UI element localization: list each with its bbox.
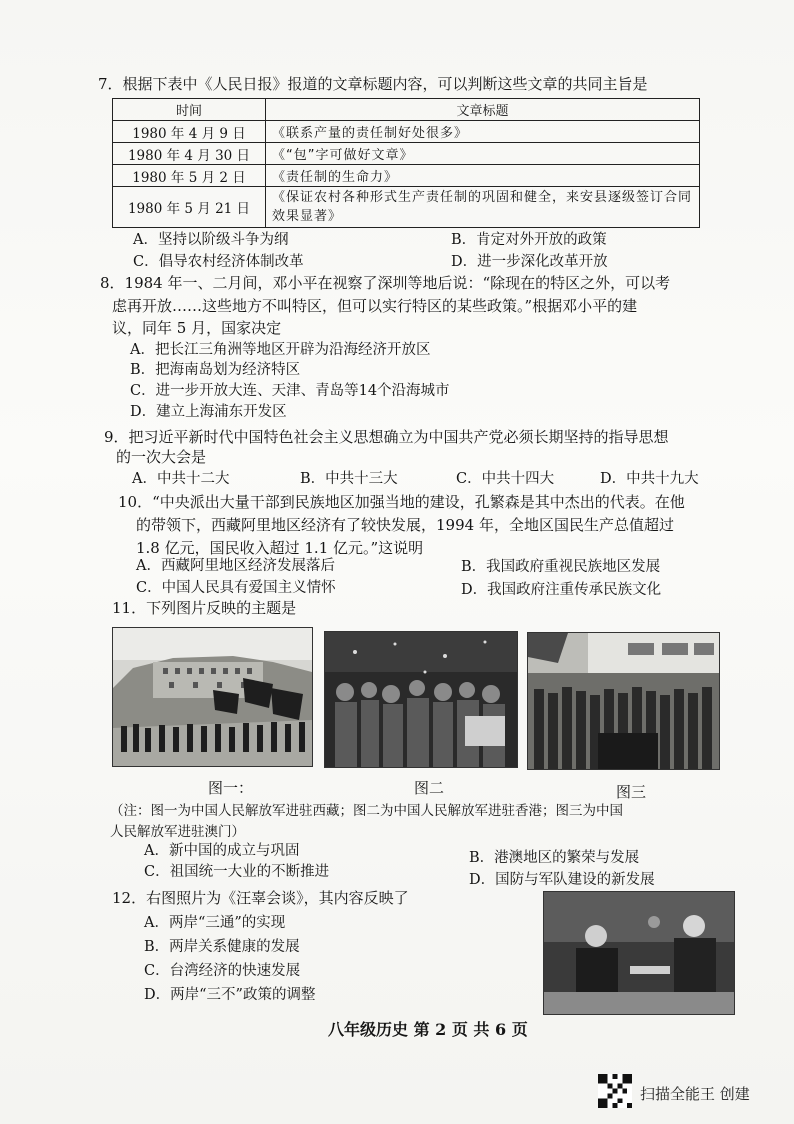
q11-option-d: D．国防与军队建设的新发展 [469,872,655,888]
table-row [113,121,700,143]
q9-option-d: D．中共十九大 [600,471,699,487]
q8-line-3: 议，同年 5 月，国家决定 [112,319,282,337]
q12-option-b: B．两岸关系健康的发展 [144,939,300,955]
scanner-watermark: 扫描全能王 创建 [640,1085,750,1103]
q11-option-b: B．港澳地区的繁荣与发展 [469,850,640,866]
table-cell-title [266,187,700,228]
q8-option-c: C．进一步开放大连、天津、青岛等14个沿海城市 [130,383,450,399]
q8-option-d: D．建立上海浦东开发区 [130,404,287,420]
q10-line-3: 1.8 亿元，国民收入超过 1.1 亿元。”这说明 [136,539,424,557]
photo-pla-entering-macau [527,632,720,770]
q8-option-b: B．把海南岛划为经济特区 [130,362,301,378]
table-header-title: 文章标题 [266,99,700,121]
q12-stem: 12．右图照片为《汪辜会谈》，其内容反映了 [112,889,409,907]
q10-line-1: 10．“中央派出大量干部到民族地区加强当地的建设，孔繁森是其中杰出的代表。在他 [118,493,685,511]
q11-option-a: A．新中国的成立与巩固 [144,843,300,859]
q7-option-d: D．进一步深化改革开放 [451,254,608,270]
table-cell-title: 《“包”字可做好文章》 [266,143,700,165]
q11-note-line-2: 人民解放军进驻澳门） [110,824,245,840]
q7-table [112,98,700,228]
q10-option-c: C．中国人民具有爱国主义情怀 [136,580,336,596]
q10-line-2: 的带领下，西藏阿里地区经济有了较快发展，1994 年，全地区国民生产总值超过 [136,516,674,534]
q7-option-a: A．坚持以阶级斗争为纲 [133,232,289,248]
q8-line-2: 虑再开放……这些地方不叫特区，但可以实行特区的某些政策。”根据邓小平的建 [112,297,638,315]
caption-figure-1: 图一： [208,779,254,797]
q9-line-1: 9．把习近平新时代中国特色社会主义思想确立为中国共产党必须长期坚持的指导思想 [104,428,669,446]
q9-line-2: 的一次大会是 [116,448,207,466]
q10-option-d: D．我国政府注重传承民族文化 [461,582,662,598]
table-header-date: 时间 [113,99,266,121]
q8-line-1: 8．1984 年一、二月间，邓小平在视察了深圳等地后说：“除现在的特区之外，可以考 [100,274,671,292]
q9-option-c: C．中共十四大 [456,471,555,487]
q12-option-a: A．两岸“三通”的实现 [144,915,286,931]
table-cell-date: 1980 年 5 月 21 日 [113,187,266,228]
caption-figure-3: 图三 [616,783,647,801]
q12-option-d: D．两岸“三不”政策的调整 [144,987,316,1003]
q10-option-b: B．我国政府重视民族地区发展 [461,559,661,575]
q9-option-a: A．中共十二大 [132,471,230,487]
table-row [113,187,700,228]
table-cell-date: 1980 年 4 月 30 日 [113,143,266,165]
table-row [113,143,700,165]
q11-note-line-1: （注：图一为中国人民解放军进驻西藏；图二为中国人民解放军进驻香港；图三为中国 [110,803,623,819]
caption-figure-2: 图二 [414,779,445,797]
table-cell-title: 《责任制的生命力》 [266,165,700,187]
q11-option-c: C．祖国统一大业的不断推进 [144,864,330,880]
table-header-row [113,99,700,121]
photo-wang-koo-talks [543,891,735,1015]
q12-option-c: C．台湾经济的快速发展 [144,963,301,979]
q7-option-b: B．肯定对外开放的政策 [451,232,607,248]
table-cell-date: 1980 年 5 月 2 日 [113,165,266,187]
q10-option-a: A．西藏阿里地区经济发展落后 [136,558,335,574]
q9-option-b: B．中共十三大 [300,471,398,487]
table-cell-title-text: 《保证农村各种形式生产责任制的巩固和健全，来安县逐级签订合同效果显著》 [272,190,693,224]
photo-pla-entering-hong-kong [324,631,518,768]
q7-stem: 7．根据下表中《人民日报》报道的文章标题内容，可以判断这些文章的共同主旨是 [98,75,648,93]
q8-option-a: A．把长江三角洲等地区开辟为沿海经济开放区 [130,342,431,358]
q7-option-c: C．倡导农村经济体制改革 [133,254,304,270]
page-footer: 八年级历史 第 2 页 共 6 页 [328,1020,528,1039]
q11-stem: 11．下列图片反映的主题是 [112,599,297,617]
photo-pla-entering-tibet [112,627,313,767]
table-cell-date: 1980 年 4 月 9 日 [113,121,266,143]
qr-code-icon [598,1074,632,1108]
table-row [113,165,700,187]
table-cell-title: 《联系产量的责任制好处很多》 [266,121,700,143]
